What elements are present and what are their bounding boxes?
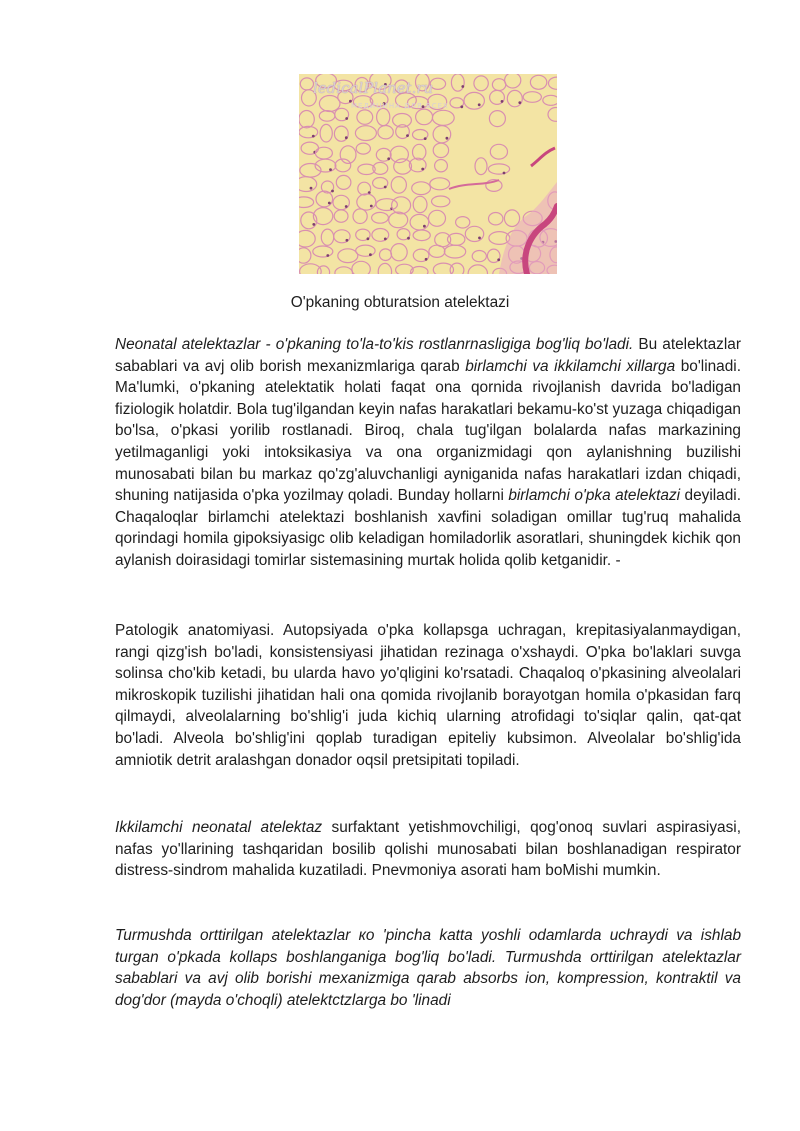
- text-run: Bu atelektazlar sabablari va avj olib borish mexanizmlariga qarab: [115, 336, 741, 375]
- italic-term: birlamchi va ikkilamchi xillarga: [465, 357, 676, 375]
- paragraph-pathological-anatomy: Patologik anatomiyasi. Autopsiyada o'pka kollapsga uchragan, krepitasiyalanmaydigan, rangi qizg'ish bo'ladi, konsistensiyasi jihatidan rezinaga o'xshaydi. O'pka bo'laklari suvga solinsa cho'kib ketadi, bu ularda havo yo'qligini ko'rsatadi. Chaqaloq o'pkasining alveolalari mikroskopik tuzilishi jihatidan hali ona qomida rivojlanib borayotgan homila o'pkasidan farq qilmaydi, alveolalarning bo'shlig'i juda kichiq ularning atrofidagi to'siqlar qalin, qat-qat bo'ladi. Alveola bo'shlig'ini qoplab turadigan epiteliy kubsimon. Alveolalar bo'shlig'ida amniotik detrit aralashgan donador oqsil pretsipitati topiladi.: [115, 622, 741, 769]
- lead-italic: Neonatal atelektazlar - o'pkaning to'la-to'kis rostlanrnasligiga bog'liq bo'ladi.: [115, 336, 634, 353]
- italic-term: birlamchi o'pka atelektazi: [508, 487, 681, 505]
- text-run: bo'linadi. Ma'lumki, o'pkaning atelektatik holati faqat ona qornida rivojlanish davrida bo'ladigan fiziologik holatdir. Bola tug'ilgandan keyin nafas harakatlari bekamu-ko'st yuzaga chiqadigan bo'lsa, o'pkasi yorilib rostlanadi. Biroq, chala tug'ilgan bolalarda nafas markazining yetilmaganligi yoki intoksikasiya va ona organizmidagi qon aylanishning buzilishi munosabati bilan bu markaz qo'zg'aluvchanligi ayniganida nafas harakatlari izdan chiqadi, shuning natijasida o'pka yozilmay qoladi. Bunday hollarni: [115, 357, 741, 505]
- paragraph-neonatal-atelectasis: [115, 334, 741, 572]
- text-run: deyiladi. Chaqaloqlar birlamchi atelektazi boshlanish xavfini soladigan omillar tug'ruq mahalida qorindagi homila gipoksiyasigc olib keladigan homiladorlik asoratlari, shuningdek kichik qon aylanish doirasidagi tomirlar sistemasining murtak holida qolib ketganidir. -: [115, 487, 741, 569]
- text-run: surfaktant yetishmovchiligi, qog'onoq suvlari aspirasiyasi, nafas yo'llarining tashqaridan bosilib qolishi munosabati bilan boshlanadigan respirator distress-sindrom mahalida kuzatiladi. Pnevmoniya asorati ham boMishi mumkin.: [115, 819, 741, 880]
- paragraph-secondary-atelectasis: [115, 817, 741, 882]
- histology-micrograph: [299, 74, 557, 274]
- paragraph-acquired-atelectasis: [115, 925, 741, 1011]
- figure-caption: O'pkaning obturatsion atelektazi: [290, 294, 510, 311]
- lead-italic: Ikkilamchi neonatal atelektaz: [115, 819, 323, 836]
- watermark-logo: ledicalPlanet.ru: [313, 79, 434, 97]
- italic-paragraph-text: Turmushda orttirilgan atelektazlar ко 'pincha katta yoshli odamlarda uchraydi va ishlab turgan o'pkada kollaps boshlanganiga bog'liq bo'ladi. Turmushda orttirilgan atelektazlar sabablari va avj olib borishi mexanizmiga qarab absorbs ion, kompression, kontraktil va dog'dor (mayda o'choqli) atelektctzlarga bo 'linadi: [115, 927, 741, 1009]
- watermark-tagline: МЕДИЦИНА ДЛЯ ВСЕХ: [351, 102, 449, 110]
